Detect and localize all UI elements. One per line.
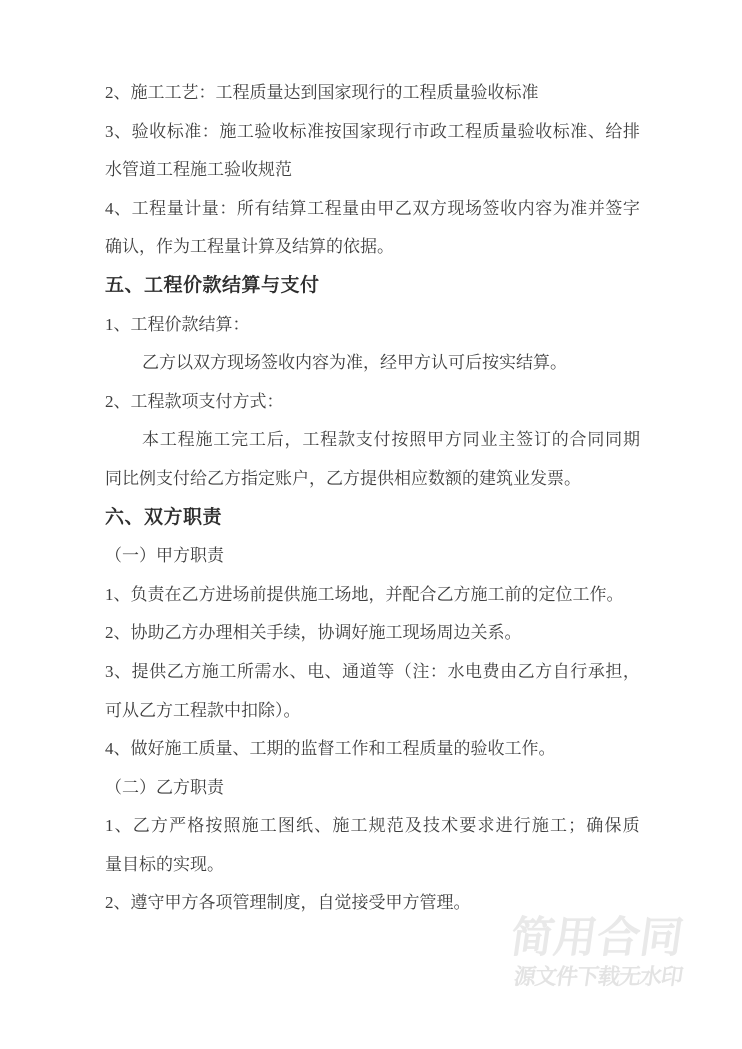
document-line: 本 工 程 施 工 完 工 后 ， 工 程 款 支 付 按 照 甲 方 同 业 主 签 订 的 合 同 同 期 [142,430,640,450]
document-line: 3 、 验 收 标 准 ： 施 工 验 收 标 准 按 国 家 现 行 市 政 工 程 质 量 验 收 标 准 、 给 排 [105,121,640,141]
document-line: 3 、 提 供 乙 方 施 工 所 需 水 、 电 、 通 道 等 （ 注 ： 水 电 费 由 乙 方 自 行 承 担 ， [105,661,640,681]
section-heading: 六、双方职责 [105,506,223,528]
document-line: 4 、 工 程 量 计 量 ： 所 有 结 算 工 程 量 由 甲 乙 双 方 现 场 签 收 内 容 为 准 并 签 字 [105,198,640,218]
document-line: （二）乙方职责 [105,777,224,797]
watermark-logo-text: 简用合同 [507,914,687,962]
watermark-subtitle-text: 源文件下载无水印 [512,964,684,989]
document-line: 同比例支付给乙方指定账户，乙方提供相应数额的建筑业发票。 [105,468,581,488]
document-line: 1、工程价款结算： [105,314,250,334]
document-line: 确认，作为工程量计算及结算的依据。 [105,237,394,257]
document-line: 2、施工工艺：工程质量达到国家现行的工程质量验收标准 [105,83,539,102]
document-line: 2、遵守甲方各项管理制度，自觉接受甲方管理。 [105,893,471,913]
document-body [105,74,640,923]
document-line: 乙方以双方现场签收内容为准，经甲方认可后按实结算。 [142,353,567,373]
document-line: 2、工程款项支付方式： [105,391,284,411]
section-heading: 五、工程价款结算与支付 [105,274,320,296]
document-line: 量目标的实现。 [105,854,224,874]
document-line: 可从乙方工程款中扣除）。 [105,700,301,720]
document-line: （一）甲方职责 [105,546,224,566]
document-line: 1 、 乙 方 严 格 按 照 施 工 图 纸 、 施 工 规 范 及 技 术 要 求 进 行 施 工 ； 确 保 质 [105,816,640,836]
document-line: 4、做好施工质量、工期的监督工作和工程质量的验收工作。 [105,739,556,759]
document-line: 水管道工程施工验收规范 [105,160,292,180]
document-line: 2、协助乙方办理相关手续，协调好施工现场周边关系。 [105,623,522,643]
document-line: 1、负责在乙方进场前提供施工场地，并配合乙方施工前的定位工作。 [105,584,624,604]
